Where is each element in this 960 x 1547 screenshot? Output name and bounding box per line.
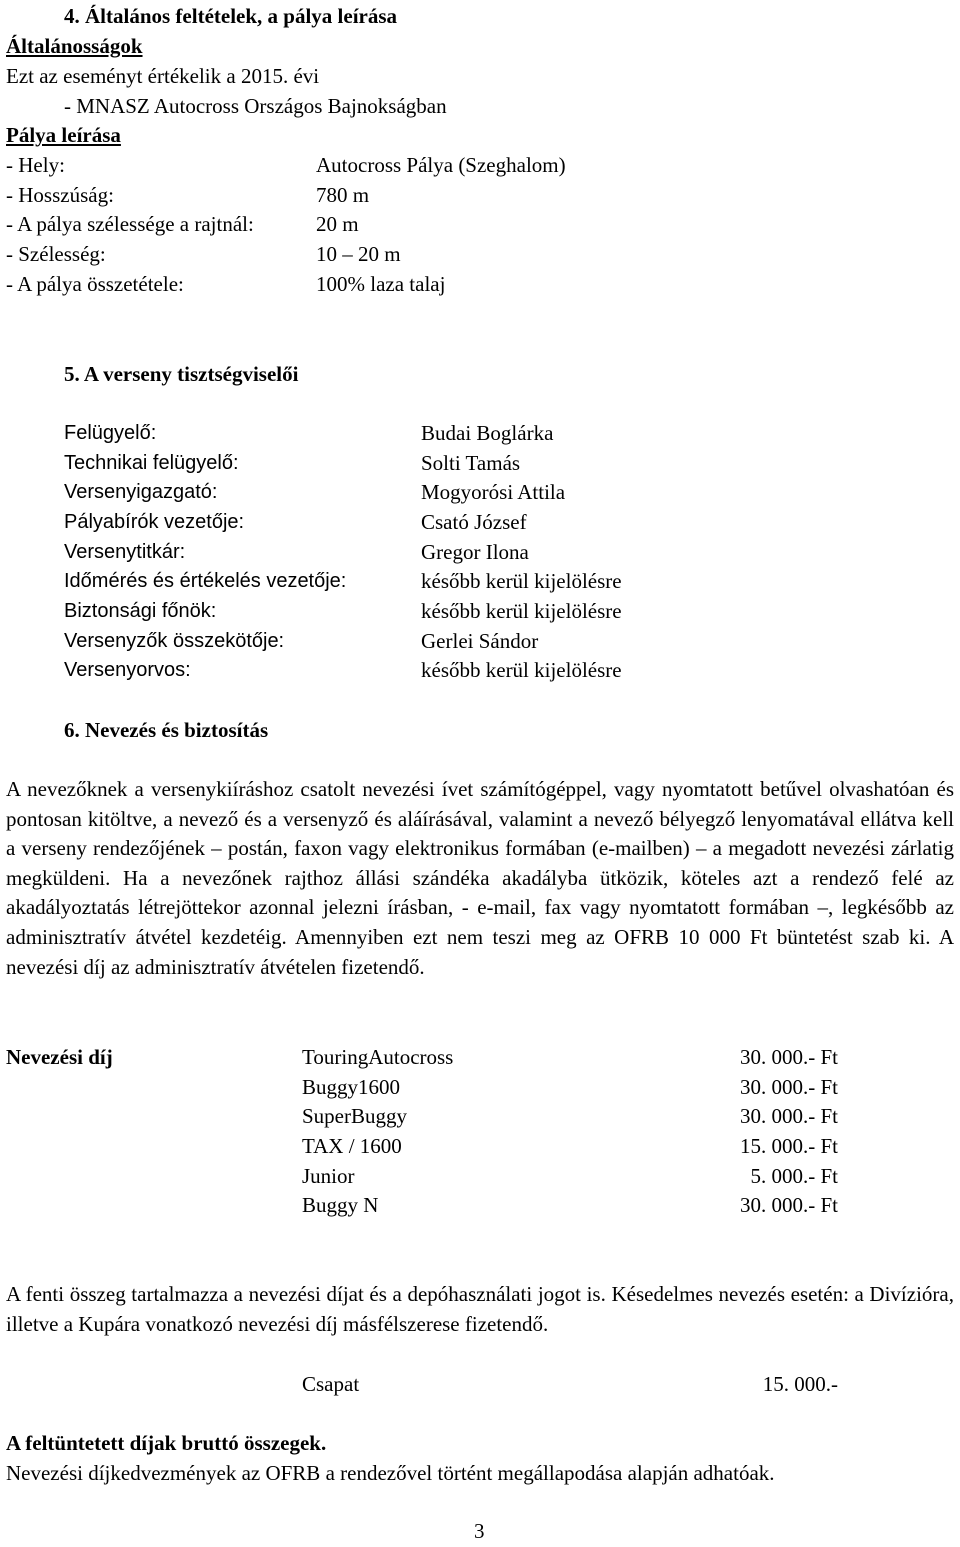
fee-category: SuperBuggy [302, 1104, 407, 1128]
official-role: Versenyzők összekötője: [64, 630, 285, 652]
page-number: 3 [474, 1519, 485, 1543]
track-label: - Hosszúság: [6, 183, 114, 207]
section-4-heading: 4. Általános feltételek, a pálya leírása [64, 4, 398, 28]
track-label: - A pálya összetétele: [6, 272, 184, 296]
track-value: 780 m [316, 183, 370, 207]
official-name: később kerül kijelölésre [421, 599, 622, 623]
official-role: Biztonsági főnök: [64, 600, 217, 622]
official-role: Versenyigazgató: [64, 481, 218, 503]
fee-category: TouringAutocross [302, 1045, 454, 1069]
official-role: Versenyorvos: [64, 659, 191, 681]
track-title: Pálya leírása [6, 123, 121, 147]
general-title: Általánosságok [6, 34, 143, 58]
championship-item: - MNASZ Autocross Országos Bajnokságban [64, 94, 447, 118]
track-label: - A pálya szélessége a rajtnál: [6, 212, 254, 236]
official-name: Csató József [421, 510, 527, 534]
official-role: Versenytitkár: [64, 541, 186, 563]
official-name: Mogyorósi Attila [421, 480, 566, 504]
track-value: 100% laza talaj [316, 272, 446, 296]
fee-amount: 30. 000.- Ft [739, 1075, 838, 1099]
official-role: Felügyelő: [64, 422, 157, 444]
track-value: 10 – 20 m [316, 242, 401, 266]
section-6-heading: 6. Nevezés és biztosítás [64, 718, 269, 742]
official-role: Pályabírók vezetője: [64, 511, 245, 533]
track-value: 20 m [316, 212, 359, 236]
fee-category: Junior [302, 1164, 355, 1188]
track-label: - Szélesség: [6, 242, 106, 266]
official-name: Budai Boglárka [421, 421, 554, 445]
fee-amount: 30. 000.- Ft [739, 1045, 838, 1069]
official-role: Időmérés és értékelés vezetője: [64, 570, 347, 592]
official-name: Gregor Ilona [421, 540, 529, 564]
section-5-heading: 5. A verseny tisztségviselői [64, 362, 299, 386]
entry-paragraph: A nevezőknek a versenykiíráshoz csatolt nevezési ívet számítógéppel, vagy nyomtatott betűvel olvashatóan és pontosan kitöltve, a nevező és a versenyző és aláírásával, valamint a nevező bélyegző lenyomatával ellátva kell a verseny rendezőjének – postán, faxon vagy elektronikus formában (e-mailben) – a megadott nevezési zárlatig megküldeni. Ha a nevezőnek rajthoz állási szándéka akadályba ütközik, köteles azt a rendező felé az akadályoztatás létrejöttekor azonnal jelezni írásban, - e-mail, fax vagy nyomtatott formában –, legkésőbb az adminisztratív átvétel kezdetéig. Amennyiben ezt nem teszi meg az OFRB 10 000 Ft büntetést szab ki. A nevezési díj az adminisztratív átvételen fizetendő. [6, 777, 954, 979]
fee-amount: 30. 000.- Ft [739, 1104, 838, 1128]
fee-category: Buggy1600 [302, 1075, 401, 1099]
track-value: Autocross Pálya (Szeghalom) [316, 153, 566, 177]
official-name: később kerül kijelölésre [421, 569, 622, 593]
official-name: később kerül kijelölésre [421, 658, 622, 682]
fee-category: Buggy N [302, 1193, 379, 1217]
official-role: Technikai felügyelő: [64, 452, 239, 474]
track-label: - Hely: [6, 153, 65, 177]
fee-category: TAX / 1600 [302, 1134, 402, 1158]
fee-amount: 5. 000.- Ft [750, 1164, 838, 1188]
official-name: Solti Tamás [421, 451, 521, 475]
event-text: Ezt az eseményt értékelik a 2015. évi [6, 64, 320, 88]
team-amount: 15. 000.- [762, 1372, 838, 1396]
discount-note: Nevezési díjkedvezmények az OFRB a rendezővel történt megállapodása alapján adhatóak. [6, 1461, 775, 1485]
late-entry-paragraph: A fenti összeg tartalmazza a nevezési díjat és a depóhasználati jogot is. Késedelmes nevezés esetén: a Divízióra, illetve a Kupára vonatkozó nevezési díj másfélszerese fizetendő. [6, 1282, 954, 1336]
fee-label: Nevezési díj [6, 1045, 113, 1069]
fee-amount: 15. 000.- Ft [739, 1134, 838, 1158]
fee-amount: 30. 000.- Ft [739, 1193, 838, 1217]
official-name: Gerlei Sándor [421, 629, 539, 653]
gross-note: A feltüntetett díjak bruttó összegek. [6, 1431, 327, 1455]
team-label: Csapat [302, 1372, 360, 1396]
